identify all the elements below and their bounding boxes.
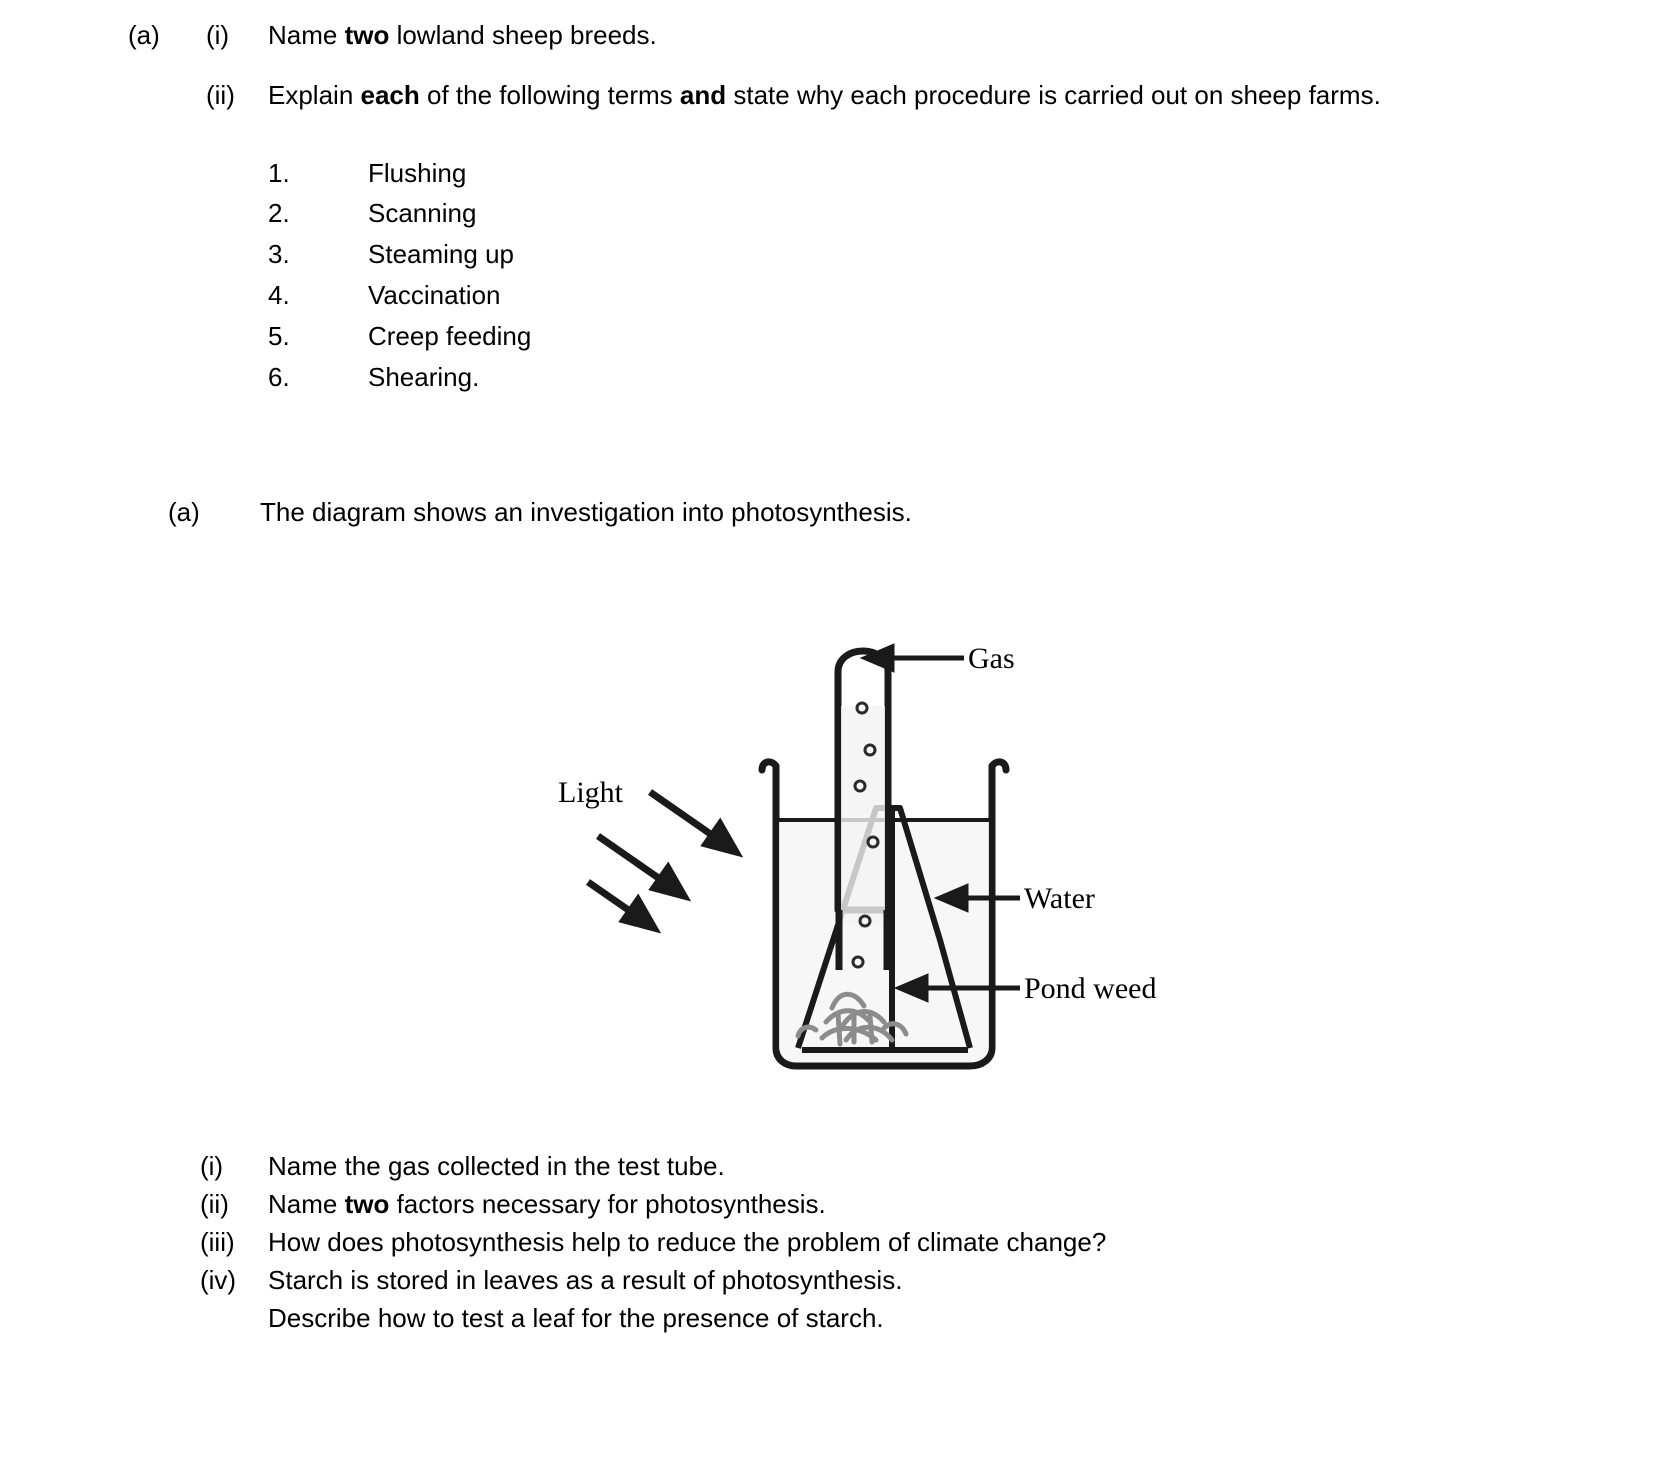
bottom-part-iii: [200, 1224, 1600, 1262]
bottom-part-ii-marker: (ii): [200, 1188, 229, 1219]
list-item: [268, 153, 1528, 194]
question-a2-row: [168, 495, 1468, 529]
label-pond-weed: Pond weed: [1024, 972, 1157, 1005]
list-item-number: 3.: [268, 239, 290, 270]
list-item-number: 1.: [268, 157, 290, 188]
bottom-part-i-marker: (i): [200, 1151, 224, 1181]
sheep-terms-list: [268, 153, 1528, 398]
bottom-part-iv: [200, 1262, 1600, 1300]
question-a-i-row: [128, 18, 1528, 52]
bottom-part-iv-marker: (iv): [200, 1264, 237, 1295]
list-item-label: Vaccination: [368, 280, 501, 311]
list-item-number: 4.: [268, 280, 290, 311]
part-ii-text-2: of the following terms: [419, 80, 680, 111]
bottom-part-i: [200, 1148, 1600, 1186]
bottom-part-iv-text-before: Starch is stored in leaves as a result of photosynthesis.: [268, 1264, 903, 1295]
question-a2-label: (a): [168, 497, 200, 527]
part-ii-text-1: Explain: [268, 80, 361, 111]
bottom-part-ii-text: [268, 1186, 1600, 1224]
part-ii-marker: (ii): [206, 80, 235, 111]
bottom-part-iii-text-before: How does photosynthesis help to reduce the problem of climate change?: [268, 1226, 1107, 1257]
bottom-part-ii-text-before: Name: [268, 1188, 345, 1219]
label-water: Water: [1024, 882, 1095, 915]
list-item-label: Shearing.: [368, 361, 480, 392]
bottom-part-i-text: [268, 1148, 1600, 1186]
bottom-part-ii: [200, 1186, 1600, 1224]
list-item-label: Flushing: [368, 157, 467, 188]
bottom-part-ii-bold: two: [344, 1188, 390, 1219]
part-i-text-before: Name: [268, 20, 345, 50]
part-ii-bold-1: each: [360, 80, 420, 111]
bottom-part-i-text-before: Name the gas collected in the test tube.: [268, 1151, 725, 1181]
part-ii-text-3: state why each procedure is carried out on sheep farms.: [726, 80, 1381, 111]
bottom-part-iii-marker: (iii): [200, 1226, 235, 1257]
part-ii-bold-2: and: [679, 80, 727, 111]
bottom-part-ii-text-after: factors necessary for photosynthesis.: [389, 1188, 826, 1219]
part-i-text: [268, 18, 1528, 52]
question-a2-text: The diagram shows an investigation into photosynthesis.: [260, 497, 912, 527]
part-i-marker: (i): [206, 20, 230, 50]
list-item-label: Creep feeding: [368, 320, 532, 351]
list-item: [268, 316, 1528, 357]
list-item-number: 5.: [268, 320, 290, 351]
label-light: Light: [558, 776, 623, 809]
question-a-ii-row: [128, 78, 1528, 112]
part-i-text-after: lowland sheep breeds.: [389, 20, 657, 50]
part-i-bold: two: [344, 20, 390, 50]
list-item-number: 6.: [268, 361, 290, 392]
label-gas: Gas: [968, 642, 1015, 675]
list-item: [268, 275, 1528, 316]
list-item: [268, 357, 1528, 398]
photosynthesis-questions: [200, 1148, 1600, 1338]
bottom-part-iii-text: [268, 1224, 1600, 1262]
list-item-label: Scanning: [368, 198, 477, 229]
question-a-block: [128, 18, 1528, 398]
list-item: [268, 234, 1528, 275]
list-item-label: Steaming up: [368, 239, 514, 270]
list-item-number: 2.: [268, 198, 290, 229]
bottom-part-iv-text: [268, 1262, 1600, 1300]
bottom-part-iv-continuation: Describe how to test a leaf for the presence of starch.: [268, 1302, 884, 1333]
photosynthesis-diagram: [540, 610, 1240, 1100]
part-ii-text: [268, 78, 1528, 112]
list-item: [268, 193, 1528, 234]
question-a-label: (a): [128, 20, 160, 50]
